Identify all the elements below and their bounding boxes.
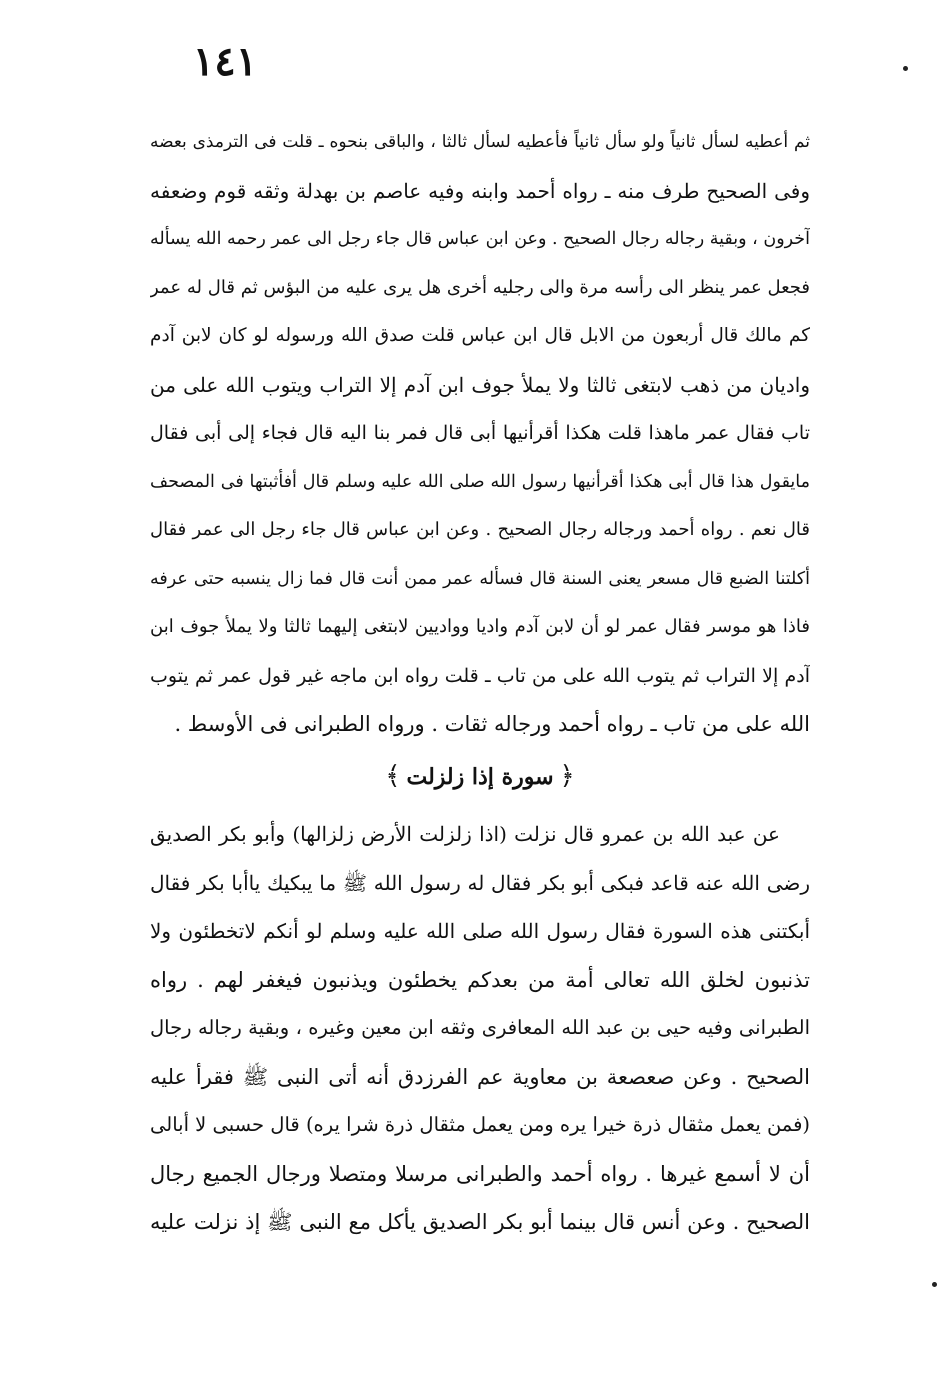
text-line: الطبرانى وفيه حيى بن عبد الله المعافرى وثقه ابن معين وغيره ، وبقية رجاله رجال	[150, 1016, 810, 1039]
text-line: فاذا هو موسر فقال عمر لو أن لابن آدم واديا وواديين لابتغى إليهما ثالثا ولا يملأ جوف ابن	[150, 616, 810, 637]
text-line: آدم إلا التراب ثم يتوب الله على من تاب ـ قلت رواه ابن ماجه غير قول عمر ثم يتوب	[150, 664, 810, 687]
text-line: واديان من ذهب لابتغى ثالثا ولا يملأ جوف ابن آدم إلا التراب ويتوب الله على من	[150, 372, 810, 397]
text-line: أبكتنى هذه السورة فقال رسول الله صلى الله عليه وسلم لو أنكم لاتخطئون ولا	[150, 919, 810, 943]
text-line: وفى الصحيح طرف منه ـ رواه أحمد وابنه وفيه عاصم بن بهدلة وثقه قوم وضعفه	[150, 178, 810, 203]
text-line: الله على من تاب ـ رواه أحمد ورجاله ثقات . ورواه الطبرانى فى الأوسط .	[174, 712, 810, 736]
text-line: تاب فقال عمر ماهذا قلت هكذا أقرأنيها أبى قال فمر بنا اليه قال فجاء إلى أبى فقال	[150, 422, 810, 444]
text-line: أكلتنا الضبع قال مسعر يعنى السنة قال فسأله عمر ممن أنت قال فما زال ينسبه حتى عرفه	[150, 568, 810, 589]
text-line: ثم أعطيه لسأل ثانياً ولو سأل ثانياً فأعطيه لسأل ثالثا ، والباقى بنحوه ـ قلت فى الترمذى بعضه	[150, 132, 810, 152]
text-line: أن لا أسمع غيرها . رواه أحمد والطبرانى مرسلا ومتصلا ورجال الجميع رجال	[150, 1161, 810, 1186]
text-line: آخرون ، وبقية رجاله رجال الصحيح . وعن ابن عباس قال جاء رجل الى عمر رحمه الله يسأله	[150, 229, 810, 249]
text-line: الصحيح . وعن صعصعة بن معاوية عم الفرزدق أنه أتى النبى ﷺ فقرأ عليه	[150, 1064, 810, 1089]
text-line: تذنبون لخلق الله تعالى أمة من بعدكم يخطئون ويذنبون فيغفر لهم . رواه	[150, 967, 810, 992]
section-heading-text: سورة إذا زلزلت	[406, 764, 554, 790]
text-line: (فمن يعمل مثقال ذرة خيرا يره ومن يعمل مثقال ذرة شرا يره) قال حسبى لا أبالى	[150, 1113, 810, 1136]
section-heading	[350, 750, 610, 802]
text-line: الصحيح . وعن أنس قال بينما أبو بكر الصديق يأكل مع النبى ﷺ إذ نزلت عليه	[150, 1210, 810, 1234]
text-line: رضى الله عنه قاعد فبكى أبو بكر فقال له رسول الله ﷺ ما يبكيك ياأبا بكر فقال	[150, 870, 810, 895]
ornamental-bracket-icon: ﴾	[385, 761, 401, 791]
text-line: عن عبد الله بن عمرو قال نزلت (اذا زلزلت الأرض زلزالها) وأبو بكر الصديق	[150, 822, 780, 846]
margin-dot	[932, 1282, 937, 1287]
paragraph-1	[150, 118, 810, 749]
paragraph-2	[150, 810, 810, 1247]
page-number: ١٤١	[192, 38, 258, 85]
ornamental-bracket-icon: ﴿	[559, 761, 575, 791]
text-line: مايقول هذا قال أبى هكذا أقرأنيها رسول الله صلى الله عليه وسلم قال أفأثبتها فى المصحف	[150, 471, 810, 492]
text-line: فجعل عمر ينظر الى رأسه مرة والى رجليه أخرى هل يرى عليه من البؤس ثم قال له عمر	[150, 276, 810, 298]
text-line: قال نعم . رواه أحمد ورجاله رجال الصحيح . وعن ابن عباس قال جاء رجل الى عمر فقال	[150, 519, 810, 540]
margin-dot	[903, 66, 908, 71]
text-line: كم مالك قال أربعون من الابل قال ابن عباس قلت صدق الله ورسوله لو كان لابن آدم	[150, 325, 810, 346]
